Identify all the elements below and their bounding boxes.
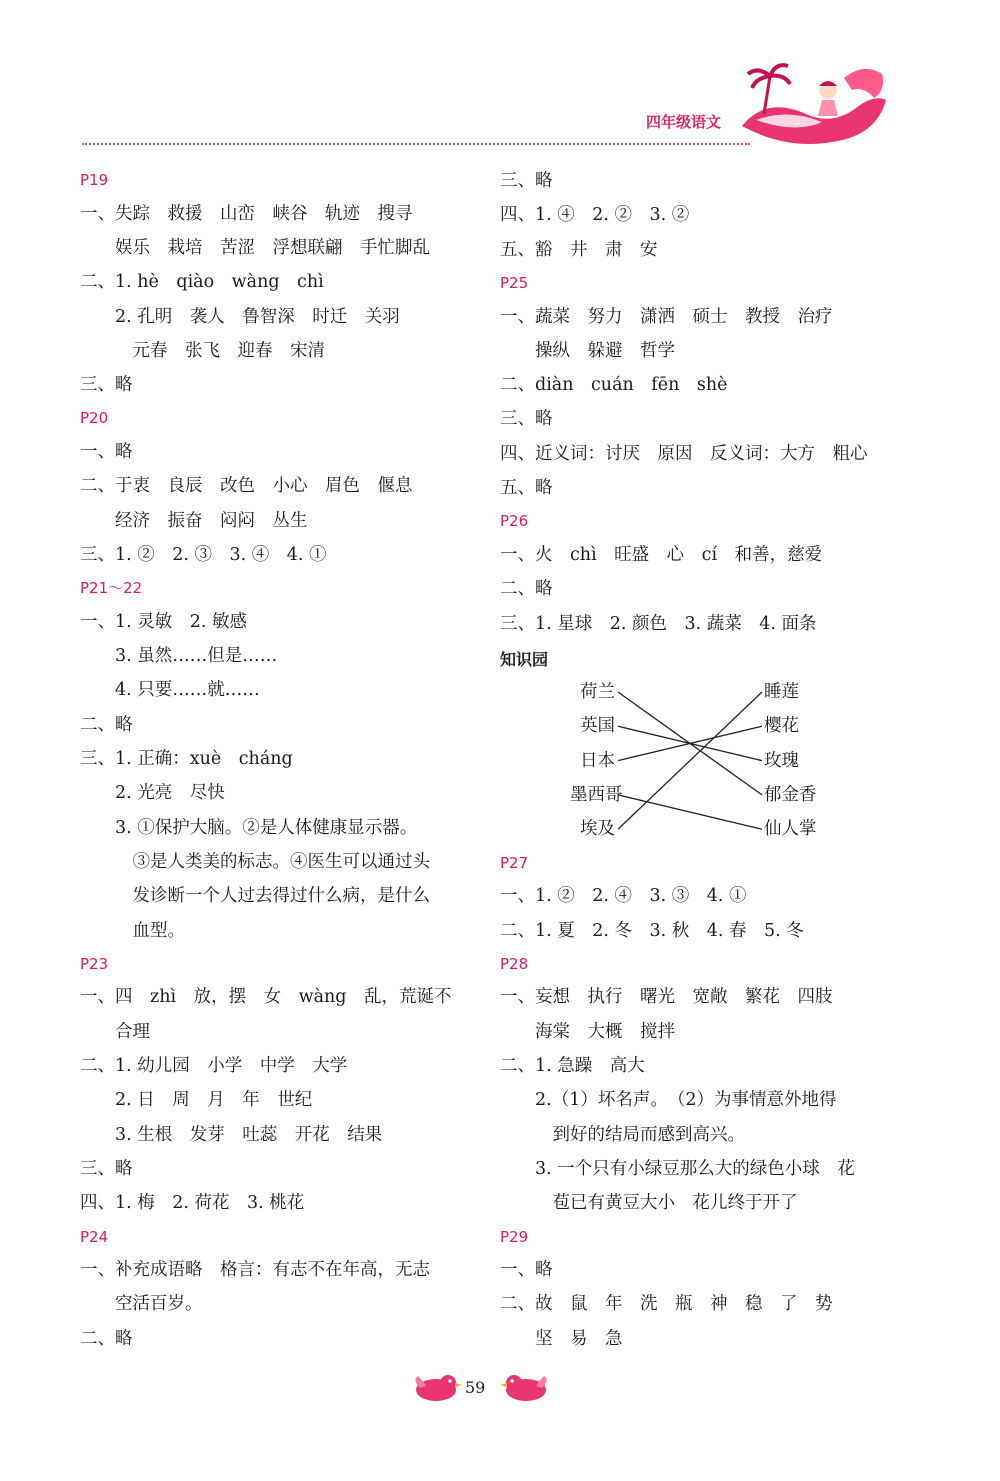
answer-line: 三、略: [80, 1158, 133, 1179]
answer-line: 二、故 鼠 年 洗 瓶 神 稳 了 势: [500, 1294, 833, 1315]
answer-line: 四、近义词：讨厌 原因 反义词：大方 粗心: [500, 443, 868, 464]
answer-line: 元春 张飞 迎春 宋清: [80, 340, 325, 361]
bird-icon: [500, 1370, 552, 1404]
country-label: 日本: [580, 750, 615, 771]
answer-line: 四、1. 梅 2. 荷花 3. 桃花: [80, 1193, 305, 1214]
answer-line: 3. 虽然……但是……: [80, 646, 278, 667]
answer-line: 坚 易 急: [500, 1328, 623, 1349]
answer-line: 娱乐 栽培 苦涩 浮想联翩 手忙脚乱: [80, 237, 430, 258]
section-heading: P19: [80, 171, 109, 189]
knowledge-heading: 知识园: [500, 649, 549, 669]
section-heading: P29: [500, 1227, 529, 1246]
answer-line: 三、略: [500, 409, 553, 430]
country-label: 英国: [580, 716, 615, 737]
answer-line: 一、蔬菜 努力 潇洒 硕士 教授 治疗: [500, 306, 833, 327]
answer-line: 经济 振奋 闷闷 丛生: [80, 510, 308, 531]
country-label: 埃及: [580, 819, 615, 840]
answer-line: 2.（1）坏名声。 （2）为事情意外地得: [500, 1090, 837, 1111]
answer-line: 三、略: [500, 171, 553, 191]
flower-label: 玫瑰: [764, 750, 799, 771]
answer-line: 四、1. ④ 2. ② 3. ②: [500, 205, 690, 226]
answer-line: 4. 只要……就……: [80, 680, 260, 701]
answer-line: 三、1. 正确：xuè cháng: [80, 749, 293, 769]
answer-line: 3. 一个只有小绿豆那么大的绿色小球 花: [500, 1158, 855, 1179]
answer-line: 二、1. 幼儿园 小学 中学 大学: [80, 1056, 348, 1076]
answer-line: 空活百岁。: [80, 1294, 203, 1315]
answer-line: 海棠 大概 搅拌: [500, 1021, 675, 1042]
surfer-mascot-logo: [736, 56, 888, 150]
answer-line: 一、失踪 救援 山峦 峡谷 轨迹 搜寻: [80, 203, 413, 224]
section-heading: P20: [80, 409, 109, 428]
answer-line: 一、1. ② 2. ④ 3. ③ 4. ①: [500, 886, 747, 907]
section-heading: P24: [80, 1227, 109, 1246]
answer-line: 苞已有黄豆大小 花儿终于开了: [500, 1193, 798, 1214]
answer-line: 2. 孔明 袭人 鲁智深 时迁 关羽: [80, 306, 400, 327]
answer-line: 操纵 躲避 哲学: [500, 340, 675, 361]
section-heading: P25: [500, 273, 529, 292]
flower-label: 仙人掌: [764, 819, 817, 840]
answer-line: 三、1. 星球 2. 颜色 3. 蔬菜 4. 面条: [500, 613, 817, 634]
answer-line: 一、略: [80, 442, 133, 462]
answer-line: 二、略: [80, 1328, 133, 1349]
answer-line: 3. ①保护大脑。②是人体健康显示器。: [80, 817, 418, 838]
flower-label: 郁金香: [764, 784, 817, 805]
answer-line: 二、于衷 良辰 改色 小心 眉色 偃息: [80, 476, 413, 497]
match-line: [618, 692, 762, 829]
section-heading: P21～22: [80, 579, 143, 598]
country-label: 墨西哥: [570, 784, 623, 805]
answer-line: 2. 光亮 尽快: [80, 783, 225, 804]
answer-line: 一、补充成语略 格言：有志不在年高，无志: [80, 1260, 430, 1281]
header-divider: [82, 143, 750, 145]
answer-line: 一、略: [500, 1260, 553, 1281]
answer-line: 三、1. ② 2. ③ 3. ④ 4. ①: [80, 544, 327, 565]
flower-label: 樱花: [764, 716, 799, 737]
answer-line: 一、四 zhì 放，摆 女 wàng 乱，荒诞不: [80, 987, 452, 1008]
matching-exercise: [500, 681, 895, 853]
country-label: 荷兰: [580, 682, 615, 703]
answer-line: 2. 日 周 月 年 世纪: [80, 1090, 313, 1111]
answer-line: 五、豁 井 肃 安: [500, 239, 658, 260]
bird-icon: [410, 1370, 462, 1404]
answer-line: 三、略: [80, 375, 133, 396]
book-title: 四年级语文: [646, 113, 722, 131]
answer-line: 二、diàn cuán fēn shè: [500, 375, 728, 396]
answer-line: 到好的结局而感到高兴。: [500, 1124, 745, 1145]
answer-line: 血型。: [80, 920, 185, 941]
answer-line: 一、妄想 执行 曙光 宽敞 繁花 四肢: [500, 987, 833, 1008]
answer-line: 二、1. 夏 2. 冬 3. 秋 4. 春 5. 冬: [500, 920, 804, 941]
page-number: 59: [465, 1378, 486, 1397]
answer-line: 一、火 chì 旺盛 心 cí 和善，慈爱: [500, 544, 823, 565]
answer-line: 二、略: [500, 579, 553, 600]
answer-line: 二、1. 急躁 高大: [500, 1056, 645, 1076]
answer-line: 五、略: [500, 478, 553, 498]
section-heading: P27: [500, 853, 529, 872]
flower-label: 睡莲: [764, 682, 799, 703]
answer-line: 二、1. hè qiào wàng chì: [80, 272, 324, 293]
answer-line: 一、1. 灵敏 2. 敏感: [80, 611, 248, 632]
answer-line: ③是人类美的标志。④医生可以通过头: [80, 851, 430, 872]
answer-line: 发诊断一个人过去得过什么病，是什么: [80, 886, 430, 907]
match-line: [618, 795, 762, 829]
section-heading: P26: [500, 512, 529, 531]
answer-line: 合理: [80, 1021, 150, 1042]
answer-line: 3. 生根 发芽 吐蕊 开花 结果: [80, 1124, 383, 1145]
answer-line: 二、略: [80, 714, 133, 735]
matching-lines: [500, 681, 895, 853]
section-heading: P23: [80, 954, 109, 973]
section-heading: P28: [500, 954, 529, 973]
